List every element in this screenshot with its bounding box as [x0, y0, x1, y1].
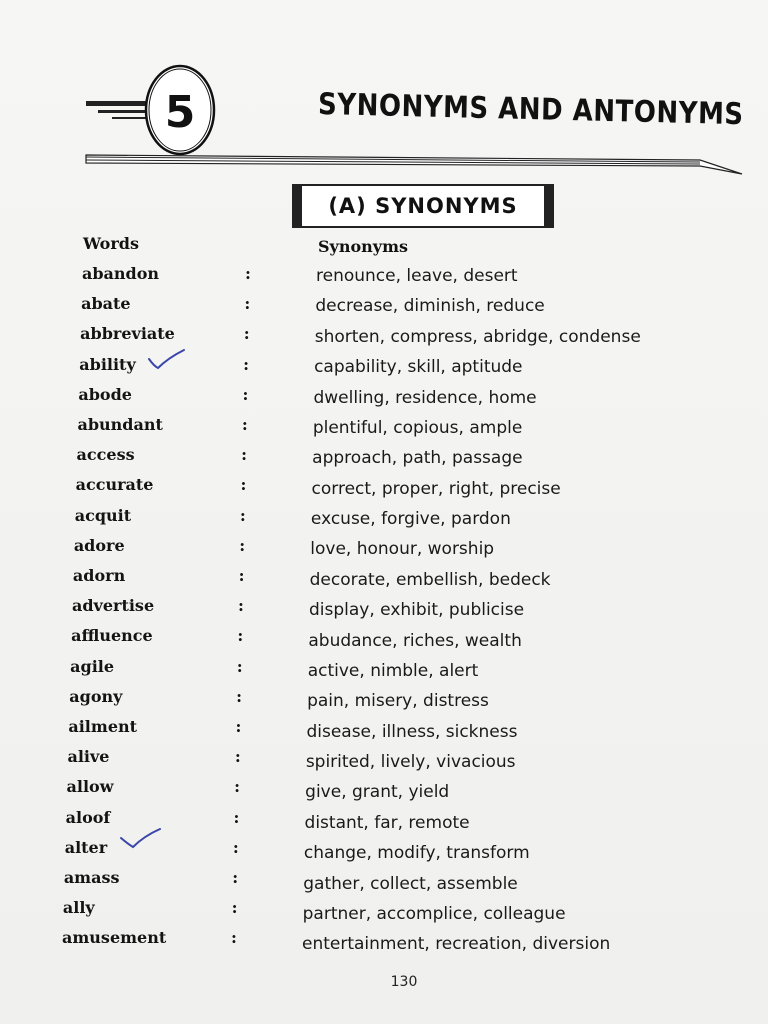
entry-synonyms: decorate, embellish, bedeck	[309, 569, 551, 590]
entry-synonyms: abudance, riches, wealth	[308, 630, 522, 651]
entry-separator: :	[242, 384, 249, 404]
chapter-title: SYNONYMS AND ANTONYMS	[318, 87, 745, 133]
list-item	[0, 264, 768, 288]
entry-word: abundant	[77, 415, 163, 434]
entry-separator: :	[243, 354, 249, 374]
entry-separator: :	[238, 596, 244, 616]
entry-separator: :	[237, 626, 244, 646]
entry-word: ally	[62, 898, 95, 918]
section-title: (A) SYNONYMS	[328, 194, 518, 218]
entry-word: agile	[70, 656, 115, 676]
list-item	[0, 475, 768, 499]
entry-separator: :	[245, 264, 251, 283]
list-item	[0, 777, 768, 801]
list-item	[0, 536, 768, 560]
entry-word: advertise	[72, 596, 155, 616]
list-item	[0, 355, 768, 379]
entry-synonyms: approach, path, passage	[312, 448, 523, 469]
entry-word: ability	[79, 354, 136, 374]
entry-word: allow	[66, 777, 114, 797]
entry-separator: :	[231, 928, 237, 948]
list-item	[0, 898, 768, 922]
entry-word: access	[76, 445, 135, 465]
list-item	[0, 294, 768, 318]
entry-separator: :	[232, 868, 239, 887]
entry-separator: :	[241, 415, 248, 434]
entry-word: adorn	[72, 566, 126, 585]
list-item	[0, 415, 768, 439]
checkmark-icon	[146, 346, 188, 372]
list-item	[0, 868, 768, 892]
entry-word: accurate	[75, 475, 154, 495]
list-item	[0, 808, 768, 832]
entry-synonyms: distant, far, remote	[304, 812, 470, 833]
entry-synonyms: shorten, compress, abridge, condense	[314, 326, 641, 347]
list-item	[0, 385, 768, 409]
entry-synonyms: renounce, leave, desert	[316, 266, 518, 286]
entry-separator: :	[239, 535, 246, 555]
entry-word: alter	[64, 837, 108, 857]
entry-separator: :	[234, 777, 241, 797]
entry-synonyms: love, honour, worship	[310, 539, 495, 560]
words-column-header: Words	[83, 234, 139, 253]
entry-synonyms: active, nimble, alert	[307, 660, 479, 681]
entry-synonyms: excuse, forgive, pardon	[310, 509, 511, 530]
entry-separator: :	[244, 294, 251, 314]
entry-synonyms: pain, misery, distress	[307, 691, 489, 712]
entry-word: aloof	[65, 807, 111, 827]
list-item	[0, 657, 768, 681]
entry-separator: :	[236, 686, 242, 706]
entry-separator: :	[238, 566, 245, 585]
entry-synonyms: display, exhibit, publicise	[309, 600, 525, 621]
list-item	[0, 838, 768, 862]
entry-word: ailment	[68, 717, 138, 736]
entry-synonyms: capability, skill, aptitude	[314, 357, 523, 378]
entry-synonyms: plentiful, copious, ample	[312, 417, 523, 438]
entry-synonyms: give, grant, yield	[305, 782, 450, 803]
entry-separator: :	[236, 656, 243, 676]
chapter-number: 5	[164, 86, 196, 138]
entry-synonyms: change, modify, transform	[303, 843, 530, 864]
list-item	[0, 687, 768, 711]
synonyms-column-header: Synonyms	[318, 237, 409, 256]
checkmark-icon	[118, 826, 164, 852]
entry-word: affluence	[71, 626, 153, 646]
entry-separator: :	[235, 717, 242, 736]
entry-word: adore	[73, 535, 125, 555]
entry-word: amass	[63, 868, 120, 887]
entry-word: alive	[67, 747, 110, 767]
list-item	[0, 445, 768, 469]
entry-word: agony	[69, 686, 123, 706]
list-item	[0, 626, 768, 650]
entry-word: abode	[78, 384, 132, 404]
page-number: 130	[390, 974, 418, 990]
entry-synonyms: decrease, diminish, reduce	[315, 296, 545, 317]
entry-separator: :	[234, 747, 241, 767]
entry-separator: :	[232, 837, 239, 857]
entry-word: amusement	[62, 928, 167, 948]
list-item	[0, 506, 768, 530]
list-item	[0, 717, 768, 741]
entry-synonyms: entertainment, recreation, diversion	[302, 934, 611, 955]
entry-synonyms: spirited, lively, vivacious	[305, 752, 516, 773]
entry-word: abandon	[82, 264, 160, 283]
entry-word: abbreviate	[80, 324, 175, 344]
entry-synonyms: gather, collect, assemble	[303, 873, 518, 894]
list-item	[0, 596, 768, 620]
entry-separator: :	[243, 324, 250, 344]
entry-synonyms: correct, proper, right, precise	[311, 478, 561, 499]
entry-word: abate	[81, 294, 131, 314]
entry-synonyms: dwelling, residence, home	[313, 387, 537, 408]
entry-separator: :	[240, 475, 247, 495]
list-item	[0, 747, 768, 771]
entry-synonyms: disease, illness, sickness	[306, 721, 518, 742]
entry-synonyms: partner, accomplice, colleague	[302, 904, 566, 924]
entry-separator: :	[241, 445, 248, 465]
list-item	[0, 566, 768, 590]
list-item	[0, 324, 768, 348]
entry-separator: :	[233, 807, 240, 827]
entry-separator: :	[239, 505, 246, 525]
entry-word: acquit	[74, 505, 132, 525]
list-item	[0, 928, 768, 955]
entry-separator: :	[231, 898, 238, 918]
